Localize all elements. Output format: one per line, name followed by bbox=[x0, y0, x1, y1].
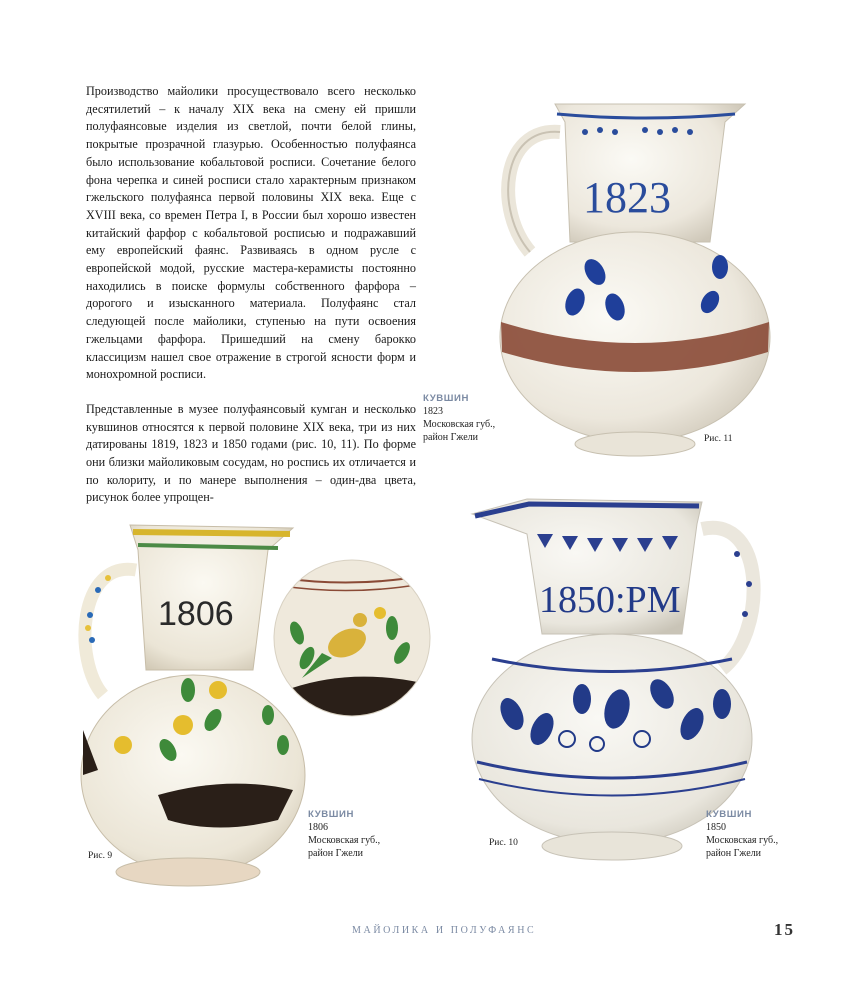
caption-place-2: район Гжели bbox=[706, 848, 761, 859]
jug-1850-inscription: 1850:РМ bbox=[539, 579, 681, 621]
figure-label-11: Рис. 11 bbox=[704, 434, 733, 444]
caption-fig10 bbox=[706, 808, 778, 860]
caption-year: 1806 bbox=[308, 822, 328, 833]
jug-1806-inscription: 1806 bbox=[158, 595, 234, 633]
page-number: 15 bbox=[774, 920, 795, 939]
caption-year: 1823 bbox=[423, 406, 443, 417]
caption-title: КУВШИН bbox=[706, 809, 753, 820]
caption-place-1: Московская губ., bbox=[308, 835, 381, 846]
caption-fig11 bbox=[423, 392, 495, 444]
caption-title: КУВШИН bbox=[423, 393, 470, 404]
figure-label-10: Рис. 10 bbox=[489, 838, 518, 848]
jug-1806-detail-image bbox=[272, 558, 432, 718]
figure-label-9: Рис. 9 bbox=[88, 851, 113, 861]
jug-1823-inscription: 1823 bbox=[583, 173, 671, 222]
caption-title: КУВШИН bbox=[308, 809, 355, 820]
article-text bbox=[86, 83, 416, 524]
paragraph-2: Представленные в музее полуфаянсовый кумган и несколько кувшинов относятся к первой половине XIX века, три из них датированы 1819, 1823 и 1850 годами (рис. 10, 11). По форме они близки майоликовым сосудам, но роспись их отличается и по колориту, и по манере выполнения – один-два цвета, рисунок более упрощен- bbox=[86, 401, 416, 505]
paragraph-1: Производство майолики просуществовало всего несколько десятилетий – к началу XIX века на смену ей пришли полуфаянсовые изделия из светлой, почти белой глины, покрытые прозрачной глазурью. Особенностью полуфаянса было использование кобальтовой росписи. Сочетание белого фона черепка и синей росписи стало характерным признаком гжельского полуфаянса первой половины XIX века. Еще с XVIII века, со времен Петра I, в России был хорошо известен китайский фарфор с кобальтовой росписью и подражавший ему европейский фаянс. Развиваясь в одном русле с европейской модой, русские мастера-керамисты постоянно находились в поиске формулы собственного фарфора – дорогого и изысканного материала. Полуфаянс стал следующей после майолики, ступенью на пути освоения гжельцами фарфора. Пришедший на смену барокко классицизм нашел свое отражение в строгой ясности форм и монохромной росписи. bbox=[86, 84, 416, 382]
jug-1823-image bbox=[495, 92, 775, 462]
caption-place-1: Московская губ., bbox=[706, 835, 779, 846]
caption-place-2: район Гжели bbox=[308, 848, 363, 859]
caption-place-2: район Гжели bbox=[423, 432, 478, 443]
caption-year: 1850 bbox=[706, 822, 726, 833]
caption-fig9 bbox=[308, 808, 380, 860]
running-footer-title: МАЙОЛИКА И ПОЛУФАЯНС bbox=[352, 925, 537, 936]
caption-place-1: Московская губ., bbox=[423, 419, 496, 430]
